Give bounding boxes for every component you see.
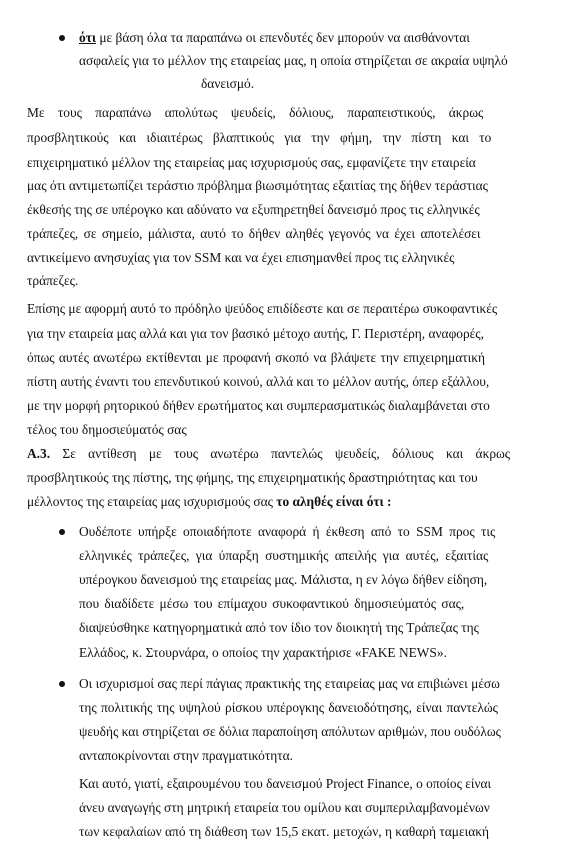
para2-line-6: τέλος του δημοσιεύματός σας (27, 422, 187, 437)
bullet1-line-2: ασφαλείς για το μέλλον της εταιρείας μας, η οποία στηρίζεται σε ακραία υψηλό (79, 53, 508, 68)
para3-line-1: Και αυτό, γιατί, εξαιρουμένου του δανεισμού Project Finance, ο οποίος είναι (79, 776, 492, 791)
bullet2-line-2: ελληνικές τράπεζες, για ύπαρξη συστημικής απειλής για αυτές, εξαιτίας (79, 548, 489, 563)
bullet-marker (59, 35, 65, 41)
bullet2-line-6: Ελλάδος, κ. Στουρνάρα, ο οποίος την χαρακτήρισε «FAKE NEWS». (79, 645, 447, 660)
para2-line-1: Επίσης με αφορμή αυτό το πρόδηλο ψεύδος επιδίδεστε και σε περαιτέρω συκοφαντικές (27, 301, 498, 316)
section-emphasis: το αληθές είναι ότι : (276, 494, 392, 509)
para1-line-7: αντικείμενο ανησυχίας για τον SSM και να έχει επισημανθεί προς τις ελληνικές (27, 250, 455, 265)
para1-line-2: προσβλητικούς και ιδιαιτέρως βλαπτικούς για την φήμη, την πίστη και το (27, 130, 492, 145)
bullet2-line-4: που διαδίδετε μέσω του επίμαχου συκοφαντικού δημοσιεύματός σας, (79, 596, 465, 611)
bullet2-line-3: υπέρογκου δανεισμού της εταιρείας μας. Μάλιστα, η εν λόγω δήθεν είδηση, (79, 572, 488, 587)
para2-line-3: όπως αυτές ανωτέρω εκτίθενται με προφανή σκοπό να βλάψετε την επιχειρηματική (27, 350, 486, 365)
bullet2-line-5: διαψεύσθηκε κατηγορηματικά από τον ίδιο τον διοικητή της Τράπεζας της (79, 620, 479, 635)
bullet1-line-1: ότι με βάση όλα τα παραπάνω οι επενδυτές δεν μπορούν να αισθάνονται (79, 30, 470, 45)
para2-line-5: με την μορφή ρητορικού δήθεν ερωτήματος και συμπερασματικώς διαλαμβάνεται στο (27, 398, 490, 413)
bullet1-lead-word: ότι (79, 30, 97, 45)
section-line-2: προσβλητικούς της πίστης, της φήμης, της επιχειρηματικής δραστηριότητας και του (27, 470, 478, 485)
bullet1-line-3: δανεισμό. (201, 76, 255, 91)
para2-line-2: για την εταιρεία μας αλλά και για τον βασικό μέτοχο αυτής, Γ. Περιστέρη, αναφορές, (27, 326, 484, 341)
para1-line-3: επιχειρηματικό μέλλον της εταιρείας μας ισχυρισμούς σας, εμφανίζετε την εταιρεία (27, 155, 476, 170)
section-number: Α.3. (27, 446, 51, 461)
bullet-marker (59, 681, 65, 687)
bullet-marker (59, 529, 65, 535)
section-line-3: μέλλοντος της εταιρείας μας ισχυρισμούς σας το αληθές είναι ότι : (27, 494, 392, 509)
bullet3-line-1: Οι ισχυρισμοί σας περί πάγιας πρακτικής της εταιρείας μας να επιβιώνει μέσω (79, 676, 500, 691)
para3-line-2: άνευ αναγωγής στη μητρική εταιρεία του ομίλου και συμπεριλαμβανομένων (79, 800, 490, 815)
bullet3-line-4: ανταποκρίνονται στην πραγματικότητα. (79, 748, 293, 763)
para1-line-5: έκθεσής της σε υπέρογκο και αδύνατο να εξυπηρετηθεί δανεισμό προς τις ελληνικές (27, 202, 480, 217)
para1-line-6: τράπεζες, σε σημείο, μάλιστα, αυτό το δήθεν αληθές γεγονός να έχει αποτελέσει (27, 226, 481, 241)
bullet3-line-3: ψευδής και στηρίζεται σε δόλια παραποίηση απόλυτων αριθμών, που ουδόλως (79, 724, 501, 739)
bullet2-line-1: Ουδέποτε υπήρξε οποιαδήποτε αναφορά ή έκθεση από το SSM προς τις (79, 524, 496, 539)
para2-line-4: πίστη αυτής έναντι του επενδυτικού κοινού, αλλά και το μέλλον αυτής, όπερ εξάλλου, (27, 374, 490, 389)
para1-line-4: μας ότι αντιμετωπίζει τεράστιο πρόβλημα βιωσιμότητας εξαιτίας της δήθεν τεράστιας (27, 178, 488, 193)
section-line-1: Α.3. Σε αντίθεση με τους ανωτέρω παντελώς ψευδείς, δόλιους και άκρως (27, 446, 511, 461)
para1-line-1: Με τους παραπάνω απολύτως ψευδείς, δόλιους, παραπειστικούς, άκρως (27, 105, 484, 120)
bullet3-line-2: της πολιτικής της υψηλού ρίσκου υπέρογκης δανειοδότησης, είναι παντελώς (79, 700, 498, 715)
para3-line-3: των κεφαλαίων από τη διάθεση των 15,5 εκατ. μετοχών, η καθαρή ταμειακή (79, 824, 489, 839)
para1-line-8: τράπεζες. (27, 273, 79, 288)
